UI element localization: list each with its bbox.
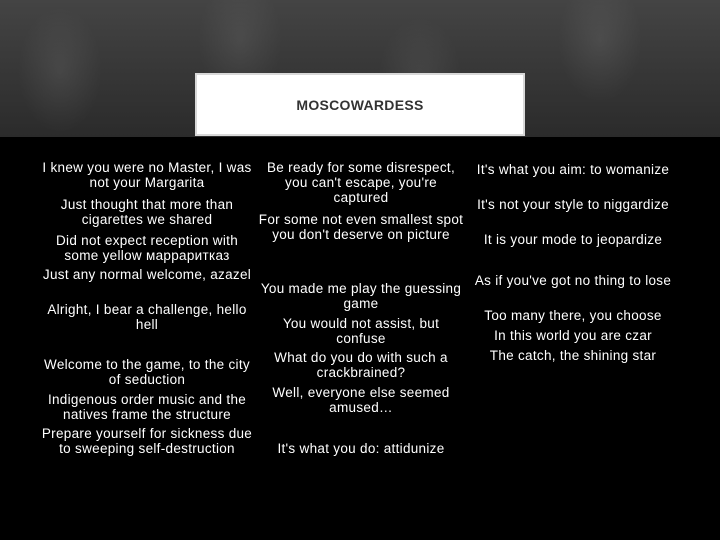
poem-stanza: You made me play the guessing game xyxy=(260,281,462,311)
poem-stanza: You would not assist, but confuse xyxy=(282,316,440,346)
page-title: MOSCOWARDESS xyxy=(296,96,424,113)
poem-stanza: Be ready for some disrespect, you can't escape, you're captured xyxy=(266,160,456,205)
poem-stanza: What do you do with such a crackbrained? xyxy=(274,350,448,380)
poem-stanza: Alright, I bear a challenge, hello hell xyxy=(47,302,247,332)
poem-stanza: I knew you were no Master, I was not your Margarita xyxy=(42,160,252,190)
poem-stanza: Indigenous order music and the natives frame the structure xyxy=(47,392,247,422)
poem-stanza: Prepare yourself for sickness due to sweeping self-destruction xyxy=(41,426,253,456)
poem-stanza: It is your mode to jeopardize xyxy=(483,232,663,247)
poem-column-2 xyxy=(258,160,464,480)
title-box xyxy=(195,73,525,136)
poem-stanza: Welcome to the game, to the city of seduction xyxy=(44,357,250,387)
poem-stanza: As if you've got no thing to lose xyxy=(474,273,672,288)
poem-column-1 xyxy=(38,160,256,480)
poem-stanza: The catch, the shining star xyxy=(489,348,657,363)
poem-stanza: Just any normal welcome, azazel xyxy=(42,267,252,282)
poem-stanza: Well, everyone else seemed amused… xyxy=(272,385,450,415)
poem-stanza: It's what you aim: to womanize xyxy=(476,162,670,177)
poem-stanza: Just thought that more than cigarettes we shared xyxy=(60,197,234,227)
poem-stanza: Too many there, you choose xyxy=(484,308,662,323)
poem-stanza: Did not expect reception with some yellow марраритказ xyxy=(55,233,239,263)
poem-stanza: In this world you are czar xyxy=(494,328,652,343)
poem-stanza: It's what you do: attidunize xyxy=(277,441,445,456)
poem-column-3 xyxy=(466,160,680,480)
poem-stanza: It's not your style to niggardize xyxy=(477,197,669,212)
poem-stanza: For some not even smallest spot you don't deserve on picture xyxy=(258,212,464,242)
